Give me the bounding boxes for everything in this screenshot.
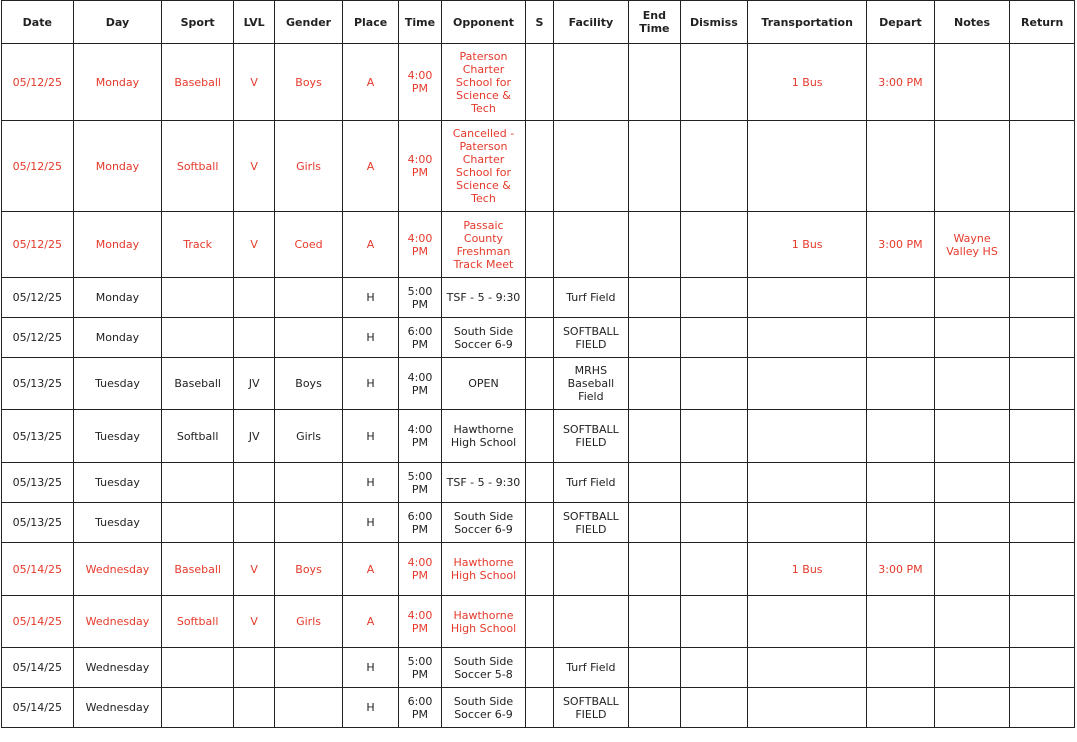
- cell-end-time: [629, 410, 680, 463]
- cell-level: V: [233, 596, 274, 648]
- cell-time: 6:00 PM: [399, 688, 441, 728]
- cell-date: 05/14/25: [2, 688, 74, 728]
- cell-s: [526, 212, 553, 278]
- cell-time: 4:00 PM: [399, 596, 441, 648]
- cell-level: [233, 463, 274, 503]
- cell-date: 05/13/25: [2, 503, 74, 543]
- cell-depart: [867, 463, 935, 503]
- cell-notes: [934, 121, 1010, 212]
- column-header-day: Day: [73, 1, 162, 44]
- cell-place: H: [342, 318, 398, 358]
- cell-time: 5:00 PM: [399, 648, 441, 688]
- column-header-transportation: Transportation: [748, 1, 867, 44]
- cell-end-time: [629, 543, 680, 596]
- cell-level: [233, 278, 274, 318]
- cell-time: 4:00 PM: [399, 212, 441, 278]
- cell-date: 05/12/25: [2, 121, 74, 212]
- cell-depart: [867, 410, 935, 463]
- cell-depart: [867, 503, 935, 543]
- cell-opponent: Hawthorne High School: [441, 543, 526, 596]
- cell-place: A: [342, 212, 398, 278]
- cell-dismiss: [680, 318, 748, 358]
- cell-day: Monday: [73, 318, 162, 358]
- cell-opponent: Paterson Charter School for Science & Tech: [441, 44, 526, 121]
- cell-depart: 3:00 PM: [867, 543, 935, 596]
- cell-notes: [934, 410, 1010, 463]
- cell-notes: [934, 688, 1010, 728]
- cell-date: 05/14/25: [2, 648, 74, 688]
- cell-depart: [867, 318, 935, 358]
- cell-place: A: [342, 543, 398, 596]
- cell-sport: [162, 318, 234, 358]
- cell-end-time: [629, 278, 680, 318]
- cell-return: [1010, 648, 1075, 688]
- cell-opponent: Hawthorne High School: [441, 410, 526, 463]
- cell-time: 4:00 PM: [399, 358, 441, 410]
- cell-depart: 3:00 PM: [867, 44, 935, 121]
- column-header-sport: Sport: [162, 1, 234, 44]
- cell-s: [526, 278, 553, 318]
- cell-return: [1010, 543, 1075, 596]
- cell-facility: Turf Field: [553, 278, 629, 318]
- cell-notes: [934, 463, 1010, 503]
- column-header-depart: Depart: [867, 1, 935, 44]
- cell-gender: Girls: [275, 596, 343, 648]
- column-header-end-time: End Time: [629, 1, 680, 44]
- column-header-dismiss: Dismiss: [680, 1, 748, 44]
- cell-opponent: TSF - 5 - 9:30: [441, 463, 526, 503]
- cell-depart: [867, 688, 935, 728]
- cell-depart: [867, 121, 935, 212]
- table-row: [2, 596, 1075, 648]
- cell-date: 05/13/25: [2, 358, 74, 410]
- cell-return: [1010, 278, 1075, 318]
- cell-return: [1010, 503, 1075, 543]
- cell-dismiss: [680, 410, 748, 463]
- table-row: [2, 410, 1075, 463]
- cell-s: [526, 44, 553, 121]
- cell-facility: Turf Field: [553, 463, 629, 503]
- cell-date: 05/12/25: [2, 278, 74, 318]
- cell-return: [1010, 318, 1075, 358]
- cell-gender: Girls: [275, 410, 343, 463]
- cell-notes: [934, 648, 1010, 688]
- cell-end-time: [629, 44, 680, 121]
- cell-dismiss: [680, 596, 748, 648]
- cell-facility: [553, 212, 629, 278]
- cell-day: Tuesday: [73, 358, 162, 410]
- cell-transportation: [748, 410, 867, 463]
- cell-place: A: [342, 596, 398, 648]
- table-row: [2, 44, 1075, 121]
- cell-s: [526, 463, 553, 503]
- cell-gender: [275, 463, 343, 503]
- cell-end-time: [629, 648, 680, 688]
- cell-gender: Boys: [275, 44, 343, 121]
- cell-day: Tuesday: [73, 410, 162, 463]
- cell-facility: [553, 543, 629, 596]
- cell-sport: [162, 648, 234, 688]
- column-header-time: Time: [399, 1, 441, 44]
- cell-facility: Turf Field: [553, 648, 629, 688]
- cell-facility: SOFTBALL FIELD: [553, 503, 629, 543]
- cell-return: [1010, 463, 1075, 503]
- cell-transportation: [748, 463, 867, 503]
- cell-opponent: South Side Soccer 6-9: [441, 503, 526, 543]
- cell-end-time: [629, 318, 680, 358]
- cell-s: [526, 688, 553, 728]
- cell-s: [526, 410, 553, 463]
- cell-return: [1010, 410, 1075, 463]
- column-header-facility: Facility: [553, 1, 629, 44]
- cell-return: [1010, 688, 1075, 728]
- cell-level: [233, 688, 274, 728]
- column-header-place: Place: [342, 1, 398, 44]
- cell-day: Tuesday: [73, 463, 162, 503]
- cell-opponent: Cancelled - Paterson Charter School for Science & Tech: [441, 121, 526, 212]
- cell-notes: [934, 318, 1010, 358]
- cell-s: [526, 543, 553, 596]
- table-row: [2, 318, 1075, 358]
- cell-sport: Softball: [162, 121, 234, 212]
- cell-level: V: [233, 44, 274, 121]
- cell-transportation: [748, 278, 867, 318]
- cell-transportation: 1 Bus: [748, 44, 867, 121]
- cell-s: [526, 596, 553, 648]
- cell-return: [1010, 121, 1075, 212]
- cell-place: H: [342, 358, 398, 410]
- cell-transportation: [748, 358, 867, 410]
- cell-opponent: South Side Soccer 5-8: [441, 648, 526, 688]
- cell-place: H: [342, 688, 398, 728]
- cell-s: [526, 648, 553, 688]
- cell-facility: [553, 596, 629, 648]
- cell-sport: Softball: [162, 596, 234, 648]
- cell-level: [233, 648, 274, 688]
- cell-notes: [934, 44, 1010, 121]
- cell-transportation: [748, 648, 867, 688]
- cell-time: 4:00 PM: [399, 121, 441, 212]
- cell-day: Tuesday: [73, 503, 162, 543]
- cell-date: 05/13/25: [2, 410, 74, 463]
- cell-end-time: [629, 503, 680, 543]
- cell-date: 05/13/25: [2, 463, 74, 503]
- cell-transportation: 1 Bus: [748, 543, 867, 596]
- cell-facility: [553, 44, 629, 121]
- cell-place: H: [342, 463, 398, 503]
- cell-day: Wednesday: [73, 648, 162, 688]
- table-row: [2, 358, 1075, 410]
- cell-notes: Wayne Valley HS: [934, 212, 1010, 278]
- cell-notes: [934, 278, 1010, 318]
- cell-gender: [275, 688, 343, 728]
- cell-facility: [553, 121, 629, 212]
- cell-dismiss: [680, 503, 748, 543]
- cell-end-time: [629, 212, 680, 278]
- cell-end-time: [629, 358, 680, 410]
- cell-sport: [162, 688, 234, 728]
- table-row: [2, 278, 1075, 318]
- cell-dismiss: [680, 121, 748, 212]
- cell-opponent: OPEN: [441, 358, 526, 410]
- column-header-opponent: Opponent: [441, 1, 526, 44]
- cell-facility: SOFTBALL FIELD: [553, 688, 629, 728]
- cell-notes: [934, 503, 1010, 543]
- cell-transportation: 1 Bus: [748, 212, 867, 278]
- cell-depart: [867, 278, 935, 318]
- cell-sport: [162, 503, 234, 543]
- cell-s: [526, 503, 553, 543]
- cell-date: 05/12/25: [2, 44, 74, 121]
- cell-date: 05/14/25: [2, 596, 74, 648]
- cell-gender: [275, 278, 343, 318]
- column-header-gender: Gender: [275, 1, 343, 44]
- cell-level: V: [233, 212, 274, 278]
- cell-dismiss: [680, 358, 748, 410]
- cell-depart: [867, 648, 935, 688]
- cell-gender: [275, 648, 343, 688]
- cell-gender: Girls: [275, 121, 343, 212]
- cell-date: 05/12/25: [2, 212, 74, 278]
- cell-time: 6:00 PM: [399, 503, 441, 543]
- cell-sport: [162, 463, 234, 503]
- cell-level: JV: [233, 410, 274, 463]
- cell-level: JV: [233, 358, 274, 410]
- cell-notes: [934, 596, 1010, 648]
- cell-transportation: [748, 688, 867, 728]
- cell-dismiss: [680, 278, 748, 318]
- column-header-s: S: [526, 1, 553, 44]
- cell-level: V: [233, 543, 274, 596]
- cell-place: H: [342, 503, 398, 543]
- cell-s: [526, 358, 553, 410]
- cell-end-time: [629, 463, 680, 503]
- cell-time: 4:00 PM: [399, 44, 441, 121]
- cell-notes: [934, 358, 1010, 410]
- athletic-schedule-table: [1, 0, 1075, 728]
- cell-opponent: Hawthorne High School: [441, 596, 526, 648]
- cell-end-time: [629, 121, 680, 212]
- cell-dismiss: [680, 463, 748, 503]
- cell-dismiss: [680, 543, 748, 596]
- column-header-notes: Notes: [934, 1, 1010, 44]
- cell-time: 5:00 PM: [399, 278, 441, 318]
- cell-gender: Coed: [275, 212, 343, 278]
- cell-sport: Track: [162, 212, 234, 278]
- cell-day: Monday: [73, 212, 162, 278]
- cell-time: 4:00 PM: [399, 410, 441, 463]
- cell-transportation: [748, 121, 867, 212]
- cell-return: [1010, 358, 1075, 410]
- cell-day: Monday: [73, 121, 162, 212]
- table-row: [2, 212, 1075, 278]
- cell-level: [233, 503, 274, 543]
- cell-day: Wednesday: [73, 543, 162, 596]
- cell-sport: Baseball: [162, 543, 234, 596]
- cell-transportation: [748, 318, 867, 358]
- cell-gender: Boys: [275, 543, 343, 596]
- cell-facility: MRHS Baseball Field: [553, 358, 629, 410]
- cell-depart: [867, 358, 935, 410]
- cell-place: A: [342, 121, 398, 212]
- cell-s: [526, 318, 553, 358]
- cell-day: Monday: [73, 278, 162, 318]
- cell-day: Wednesday: [73, 688, 162, 728]
- cell-sport: Baseball: [162, 44, 234, 121]
- cell-end-time: [629, 596, 680, 648]
- column-header-date: Date: [2, 1, 74, 44]
- cell-place: A: [342, 44, 398, 121]
- cell-time: 5:00 PM: [399, 463, 441, 503]
- cell-return: [1010, 596, 1075, 648]
- cell-depart: 3:00 PM: [867, 212, 935, 278]
- cell-sport: [162, 278, 234, 318]
- table-row: [2, 688, 1075, 728]
- cell-gender: [275, 318, 343, 358]
- cell-dismiss: [680, 648, 748, 688]
- cell-time: 4:00 PM: [399, 543, 441, 596]
- cell-date: 05/12/25: [2, 318, 74, 358]
- cell-end-time: [629, 688, 680, 728]
- cell-sport: Baseball: [162, 358, 234, 410]
- cell-day: Wednesday: [73, 596, 162, 648]
- table-row: [2, 543, 1075, 596]
- cell-opponent: TSF - 5 - 9:30: [441, 278, 526, 318]
- cell-facility: SOFTBALL FIELD: [553, 318, 629, 358]
- cell-return: [1010, 44, 1075, 121]
- cell-depart: [867, 596, 935, 648]
- column-header-return: Return: [1010, 1, 1075, 44]
- cell-facility: SOFTBALL FIELD: [553, 410, 629, 463]
- table-row: [2, 121, 1075, 212]
- cell-notes: [934, 543, 1010, 596]
- cell-gender: Boys: [275, 358, 343, 410]
- cell-level: V: [233, 121, 274, 212]
- cell-date: 05/14/25: [2, 543, 74, 596]
- cell-transportation: [748, 596, 867, 648]
- cell-dismiss: [680, 212, 748, 278]
- cell-place: H: [342, 648, 398, 688]
- cell-opponent: South Side Soccer 6-9: [441, 688, 526, 728]
- cell-sport: Softball: [162, 410, 234, 463]
- cell-s: [526, 121, 553, 212]
- cell-transportation: [748, 503, 867, 543]
- cell-day: Monday: [73, 44, 162, 121]
- cell-dismiss: [680, 44, 748, 121]
- column-header-level: LVL: [233, 1, 274, 44]
- header-row: [2, 1, 1075, 44]
- schedule-body: [2, 44, 1075, 728]
- cell-place: H: [342, 410, 398, 463]
- cell-opponent: South Side Soccer 6-9: [441, 318, 526, 358]
- cell-dismiss: [680, 688, 748, 728]
- table-row: [2, 503, 1075, 543]
- cell-gender: [275, 503, 343, 543]
- cell-level: [233, 318, 274, 358]
- table-row: [2, 648, 1075, 688]
- table-row: [2, 463, 1075, 503]
- cell-return: [1010, 212, 1075, 278]
- cell-opponent: Passaic County Freshman Track Meet: [441, 212, 526, 278]
- cell-time: 6:00 PM: [399, 318, 441, 358]
- cell-place: H: [342, 278, 398, 318]
